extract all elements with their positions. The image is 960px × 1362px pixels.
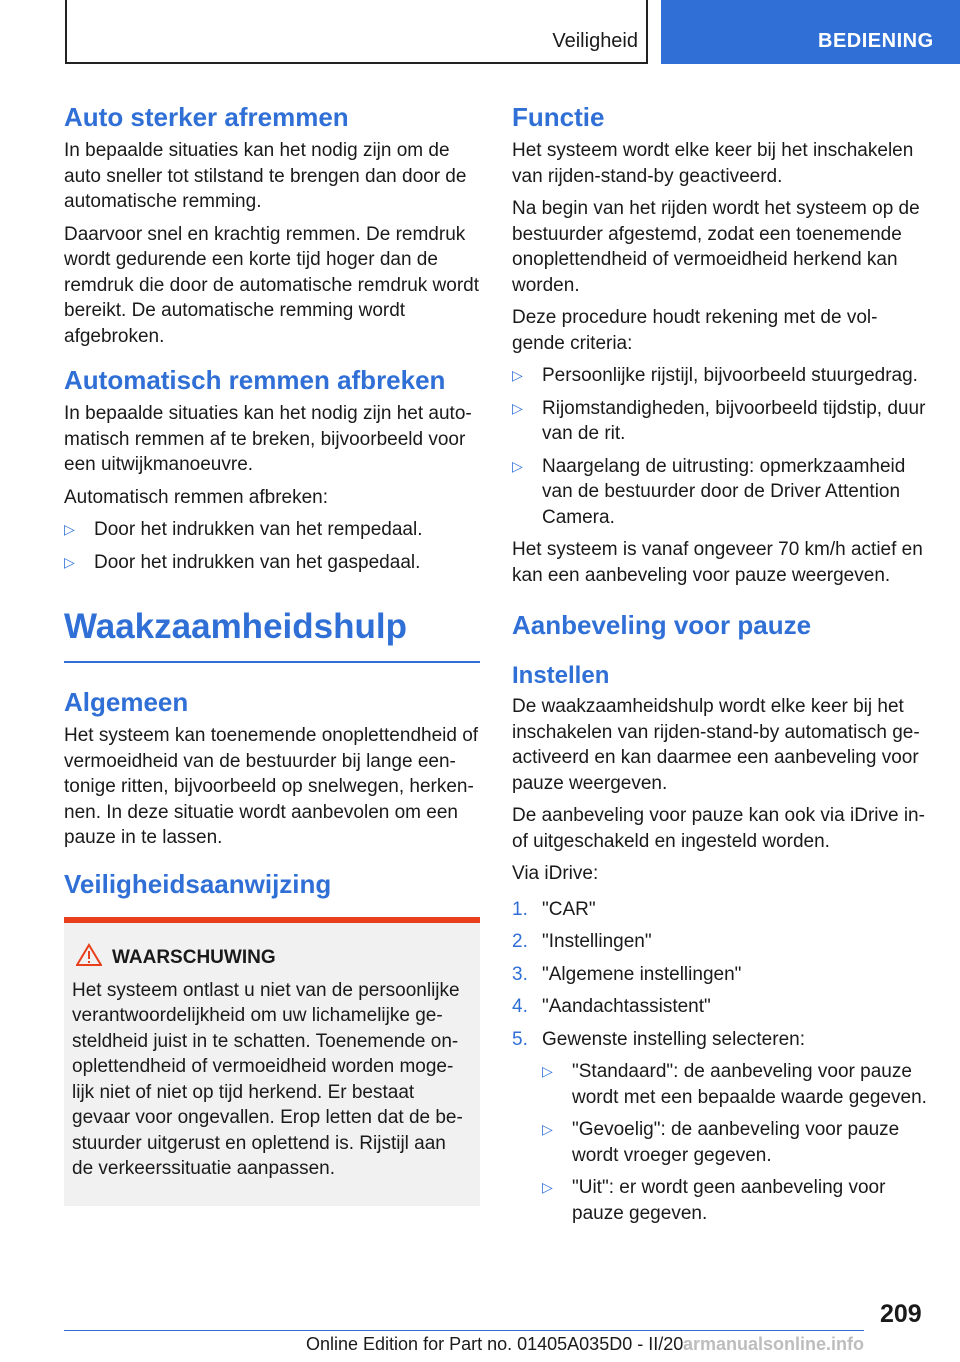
heading-instellen: Instellen: [512, 662, 610, 689]
triangle-bullet-icon: ▷: [542, 1121, 553, 1137]
list-item: ▷ "Uit": er wordt geen aanbeveling voor pauze gegeven.: [542, 1177, 886, 1224]
afbreken-list: [64, 517, 480, 575]
heading-waakzaamheidshulp: Waakzaamheidshulp: [64, 603, 480, 663]
options-list: [542, 1059, 928, 1226]
paragraph: De waakzaamheidshulp wordt elke keer bij het inschakelen van rijden-stand-by automatisch ge-activeerd en kan daarmee een aanbeveling voor pauze weergeven.: [512, 696, 920, 794]
triangle-bullet-icon: ▷: [512, 367, 523, 383]
paragraph: Via iDrive:: [512, 863, 599, 884]
list-item: 3. "Algemene instellingen": [512, 963, 742, 985]
warning-triangle-icon: [76, 943, 102, 967]
list-item: ▷ Persoonlijke rijstijl, bijvoorbeeld stuurgedrag.: [512, 363, 928, 389]
warning-title: WAARSCHUWING: [72, 945, 472, 970]
watermark: armanualsonline.info: [683, 1334, 865, 1354]
list-item: ▷ "Standaard": de aanbeveling voor pauze wordt met een bepaalde waarde gegeven.: [542, 1061, 927, 1108]
triangle-bullet-icon: ▷: [542, 1063, 553, 1079]
idrive-steps-list: [512, 897, 928, 1227]
paragraph: Daarvoor snel en krachtig remmen. De remdruk wordt gedurende een korte tijd hoger dan de remdruk die door de automatische remdruk wordt bereikt. De automatische remming wordt afgebroken.: [64, 223, 480, 347]
heading-algemeen: Algemeen: [64, 687, 189, 717]
heading-aanbeveling-voor-pauze: Aanbeveling voor pauze: [512, 610, 812, 640]
list-item: ▷ Naargelang de uitrusting: opmerkzaamheid van de bestuurder door de Driver Attention Camera.: [512, 455, 906, 528]
list-item: 5. Gewenste instelling selecteren: ▷ "Standaard": de aanbeveling voor pauze wordt met een bepaalde waarde gegeven. ▷ "Gevoelig": de aanbeveling voor pauze wordt vroeger gegeven. ▷ "Uit": er wordt geen aanbeveling voor pauze gegeven.: [512, 1027, 928, 1227]
page-number: 209: [880, 1300, 922, 1328]
paragraph: De aanbeveling voor pauze kan ook via iDrive in-of uitgeschakeld en ingesteld worden.: [512, 805, 925, 852]
criteria-list: [512, 363, 928, 530]
left-column: [64, 100, 480, 1206]
paragraph: Automatisch remmen afbreken:: [64, 486, 329, 508]
triangle-bullet-icon: ▷: [512, 457, 523, 474]
warning-text: Het systeem ontlast u niet van de persoonlijke verantwoordelijkheid om uw lichamelijke ge-steldheid juist in te schatten. Toenemende on-oplettendheid of vermoeidheid worden moge-lijk niet of niet op tijd herkend. Er bestaat gevaar voor ongevallen. Erop letten dat de be-stuurder uitgerust en oplettend is. Rijstijl aan de verkeerssituatie aanpassen.: [72, 979, 463, 1179]
paragraph: Na begin van het rijden wordt het systeem op de bestuurder afgestemd, zodat een toenemende onoplettendheid of vermoeidheid herkend kan worden.: [512, 198, 920, 296]
list-item: ▷ Door het indrukken van het rempedaal.: [64, 517, 480, 543]
paragraph: Het systeem kan toenemende onoplettendheid of vermoeidheid van de bestuurder bij lange een-tonige ritten, bijvoorbeeld op snelwegen, herken-nen. In deze situatie wordt aanbevolen om een pauze in te lassen.: [64, 725, 479, 848]
paragraph: Deze procedure houdt rekening met de vol-gende criteria:: [512, 307, 878, 354]
list-item: ▷ Rijomstandigheden, bijvoorbeeld tijdstip, duur van de rit.: [512, 397, 926, 444]
paragraph: Het systeem wordt elke keer bij het inschakelen van rijden-stand-by geactiveerd.: [512, 140, 914, 187]
heading-functie: Functie: [512, 102, 605, 132]
footer-divider: [64, 1330, 864, 1331]
right-column: [512, 100, 928, 1233]
list-item: 1. "CAR": [512, 898, 596, 920]
paragraph: Het systeem is vanaf ongeveer 70 km/h actief en kan een aanbeveling voor pauze weergeven.: [512, 539, 923, 586]
list-item: 4. "Aandachtassistent": [512, 996, 711, 1017]
header-chapter-tab: BEDIENING: [661, 0, 960, 64]
warning-box: [64, 917, 480, 1206]
paragraph: In bepaalde situaties kan het nodig zijn het auto-matisch remmen af te breken, bijvoorbeeld voor een uitwijkmanoeuvre.: [64, 403, 472, 475]
heading-auto-sterker-afremmen: Auto sterker afremmen: [64, 102, 349, 132]
triangle-bullet-icon: ▷: [512, 399, 523, 416]
list-item: ▷ "Gevoelig": de aanbeveling voor pauze wordt vroeger gegeven.: [542, 1119, 900, 1166]
triangle-bullet-icon: ▷: [64, 521, 75, 537]
footer-edition-text: Online Edition for Part no. 01405A035D0 - II/20: [306, 1334, 684, 1354]
header-section-title: Veiligheid: [552, 30, 638, 52]
heading-automatisch-remmen-afbreken: Automatisch remmen afbreken: [64, 365, 446, 395]
list-item: ▷ Door het indrukken van het gaspedaal.: [64, 550, 480, 576]
paragraph: In bepaalde situaties kan het nodig zijn om de auto sneller tot stilstand te brengen dan door de automatische remming.: [64, 140, 467, 212]
triangle-bullet-icon: ▷: [64, 553, 75, 570]
heading-veiligheidsaanwijzing: Veiligheidsaanwijzing: [64, 868, 332, 899]
list-item: 2. "Instellingen": [512, 931, 652, 952]
triangle-bullet-icon: ▷: [542, 1179, 553, 1195]
